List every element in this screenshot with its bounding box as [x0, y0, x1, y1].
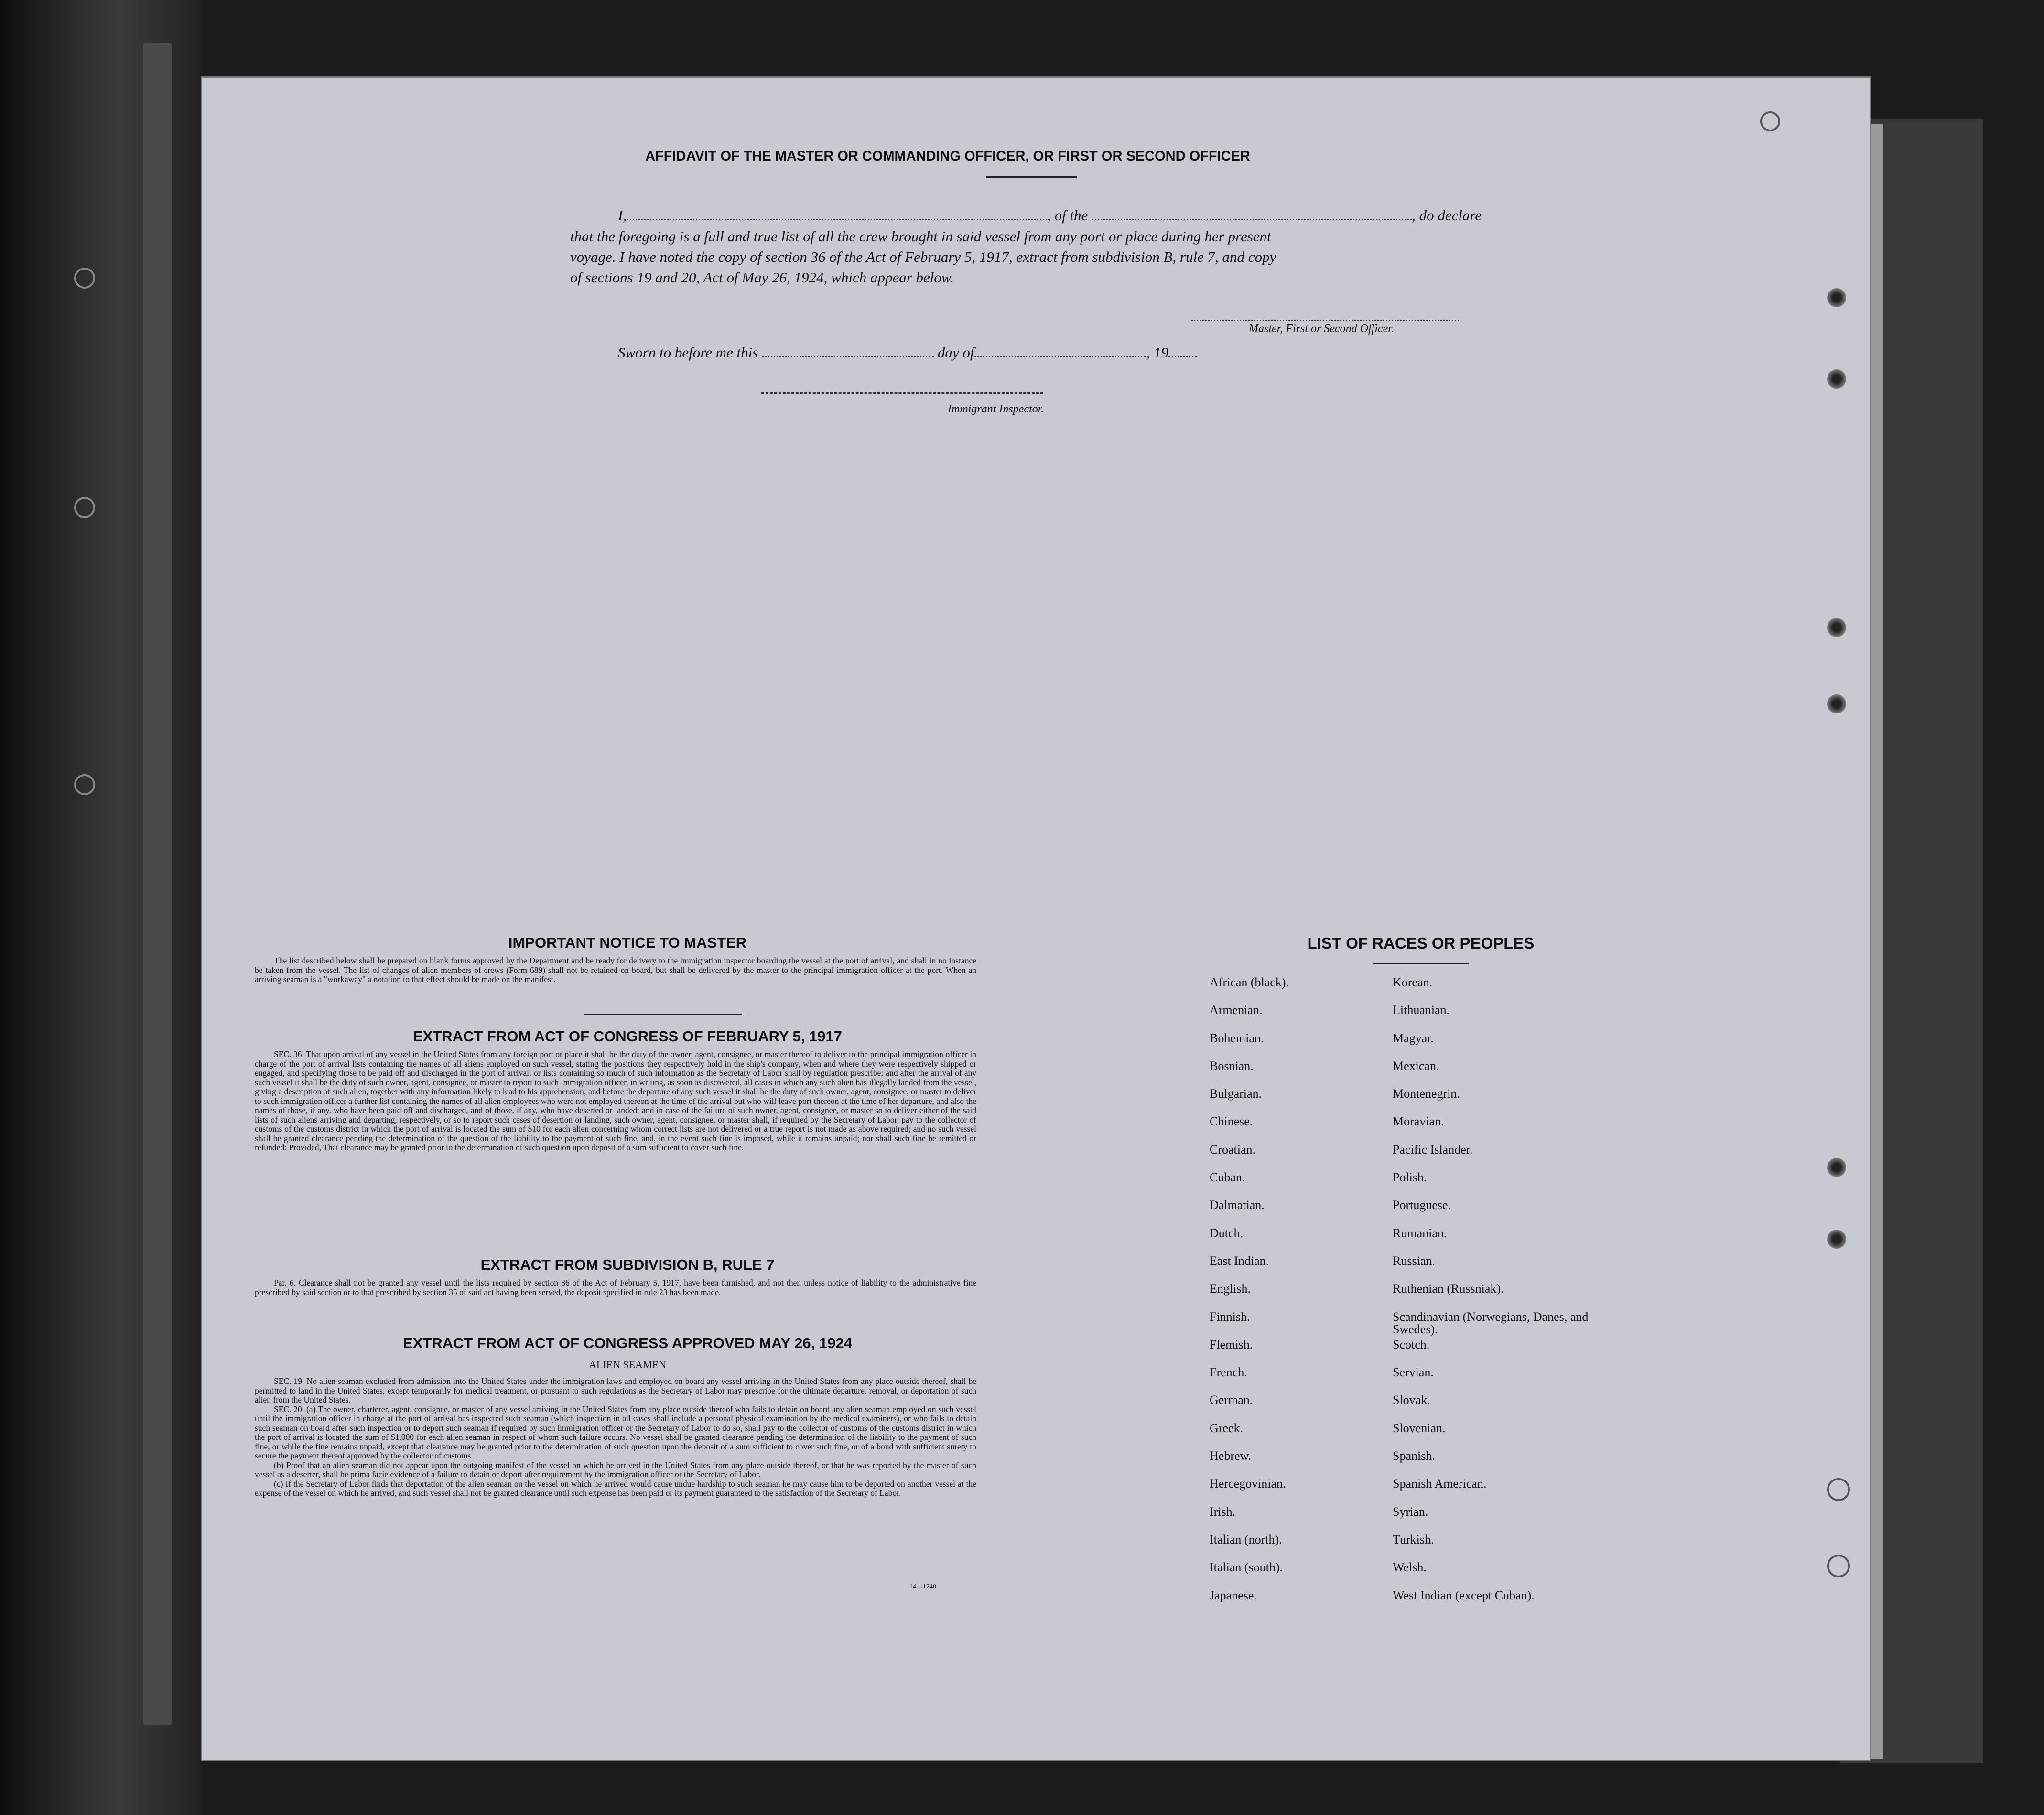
race-list-item: Dutch. [1210, 1226, 1244, 1240]
race-list-item: Slovenian. [1393, 1421, 1446, 1435]
race-list-item: East Indian. [1210, 1253, 1269, 1268]
affidavit-line-4: of sections 19 and 20, Act of May 26, 1924, which appear below. [570, 269, 954, 286]
race-list-item: Montenegrin. [1393, 1087, 1460, 1101]
sworn-label: Sworn to before me this [618, 344, 758, 361]
punch-hole-icon [1827, 694, 1846, 713]
race-list-item: Russian. [1393, 1253, 1435, 1268]
extract-1924-title: EXTRACT FROM ACT OF CONGRESS APPROVED MAY 26, 1924 [403, 1335, 852, 1351]
extract-1924-text [255, 1377, 976, 1498]
races-list-column-1 [1210, 976, 1382, 1617]
race-list-item: Japanese. [1210, 1588, 1257, 1602]
race-list-item: Korean. [1393, 975, 1433, 989]
notice-text [255, 956, 976, 984]
race-list-item: Hebrew. [1210, 1449, 1252, 1463]
race-list-item: Syrian. [1393, 1504, 1428, 1519]
section-20c-paragraph: (c) If the Secretary of Labor finds that deportation of the alien seaman on the vessel on which he arrived would cause undue hardship to such seaman he may cause him to be deported on another vessel at the expense of the vessel on which he arrived, and such vessel shall not be granted clearance until such expense has been paid or its payment guaranteed to the satisfaction of the Secretary of Labor. [255, 1479, 976, 1498]
race-list-item: Bulgarian. [1210, 1087, 1262, 1101]
race-list-item: Cuban. [1210, 1170, 1245, 1185]
extract-1917-title: EXTRACT FROM ACT OF CONGRESS OF FEBRUARY 5, 1917 [413, 1028, 842, 1045]
race-list-item: Croatian. [1210, 1142, 1256, 1156]
rule-7-text [255, 1278, 976, 1297]
section-20a-paragraph: SEC. 20. (a) The owner, charterer, agent, consignee, or master of any vessel arriving in the United States from any place outside thereof who fails to detain on board any alien seaman employed on such vessel until the immigration officer in charge at the port of arrival has inspected such seaman (which inspection in all cases shall include a personal physical examination by the medical examiners), or who fails to detain such seaman on board after such inspection or to deport such seaman if required by such immigration officer or the Secretary of Labor to do so, shall pay to the collector of customs of the customs district in which the port of arrival is located the sum of $1,000 for each alien seaman in respect of whom such failure occurs. No vessel shall be granted clearance pending the determination of the liability to the payment of such fine, or while the fine remains unpaid, except that clearance may be granted prior to the determination of such question upon the deposit of a sum sufficient to cover such fine, or of a bond with sufficient surety to secure the payment thereof approved by the collector of customs. [255, 1404, 976, 1460]
race-list-item: German. [1210, 1393, 1253, 1407]
month-blank [974, 356, 1146, 357]
race-list-item: Polish. [1393, 1170, 1427, 1185]
race-list-item: Slovak. [1393, 1393, 1430, 1407]
master-signature-line [1191, 320, 1459, 321]
affidavit-line-3: voyage. I have noted the copy of section 36 of the Act of February 5, 1917, extract from subdivision B, rule 7, and copy [570, 248, 1276, 265]
day-blank [762, 356, 934, 357]
punch-hole-icon [1827, 1230, 1846, 1249]
punch-hole-icon [1827, 369, 1846, 389]
inspector-signature-line [761, 392, 1043, 394]
races-list-column-2 [1393, 976, 1593, 1617]
of-the-label: , of the [1047, 207, 1088, 224]
year-blank [1168, 356, 1197, 357]
race-list-item: Moravian. [1393, 1114, 1444, 1129]
sworn-line [618, 343, 1197, 362]
master-signature-label: Master, First or Second Officer. [1249, 323, 1394, 335]
race-list-item: Finnish. [1210, 1309, 1250, 1324]
race-list-item: Mexican. [1393, 1059, 1439, 1073]
race-list-item: Armenian. [1210, 1003, 1263, 1017]
punch-hole-icon [1827, 288, 1846, 307]
race-list-item: Magyar. [1393, 1031, 1434, 1045]
races-divider [1373, 963, 1469, 964]
par-6-paragraph: Par. 6. Clearance shall not be granted any vessel until the lists required by section 36 of the Act of February 5, 1917, have been furnished, and not then unless notice of liability to the administrative fine prescribed by said section or to that prescribed by section 35 of said act having been served, the deposit specified in rule 23 has been made. [255, 1278, 976, 1297]
race-list-item: Irish. [1210, 1504, 1236, 1519]
race-list-item: Spanish American. [1393, 1477, 1487, 1491]
race-list-item: African (black). [1210, 975, 1289, 989]
section-19-paragraph: SEC. 19. No alien seaman excluded from admission into the United States under the immigration laws and employed on board any vessel arriving in the United States from any place outside thereof, shall be permitted to land in the United States, except temporarily for medical treatment, or pursuant to such regulations as the Secretary of Labor may prescribe for the ultimate departure, removal, or deportation of such alien from the United States. [255, 1376, 976, 1404]
inspector-label: Immigrant Inspector. [948, 403, 1044, 415]
race-list-item: West Indian (except Cuban). [1393, 1588, 1535, 1602]
race-list-item: Bosnian. [1210, 1059, 1254, 1073]
punch-hole-icon [1827, 618, 1846, 637]
affidavit-title: AFFIDAVIT OF THE MASTER OR COMMANDING OFFICER, OR FIRST OR SECOND OFFICER [645, 149, 1250, 164]
race-list-item: Scandinavian (Norwegians, Danes, and Swedes). [1393, 1309, 1589, 1336]
day-of-label: day of [937, 344, 974, 361]
race-list-item: Turkish. [1393, 1532, 1434, 1546]
affidavit-line-2: that the foregoing is a full and true list of all the crew brought in said vessel from any port or place during her present [570, 228, 1271, 245]
year-label: , 19 [1146, 344, 1168, 361]
race-list-item: Ruthenian (Russniak). [1393, 1282, 1504, 1296]
race-list-item: Spanish. [1393, 1449, 1435, 1463]
race-list-item: Rumanian. [1393, 1226, 1447, 1240]
binder-ring-icon [74, 268, 95, 289]
race-list-item: English. [1210, 1282, 1251, 1296]
races-title: LIST OF RACES OR PEOPLES [1307, 934, 1535, 952]
race-list-item: Scotch. [1393, 1337, 1430, 1351]
race-list-item: Greek. [1210, 1421, 1244, 1435]
rule-7-title: EXTRACT FROM SUBDIVISION B, RULE 7 [480, 1256, 775, 1273]
binder-edge [143, 43, 172, 1725]
vessel-blank [1092, 219, 1412, 220]
form-number: 14—1240 [909, 1583, 936, 1590]
name-blank [627, 219, 1047, 220]
race-list-item: Bohemian. [1210, 1031, 1264, 1045]
binder-ring-icon [74, 774, 95, 795]
do-declare-label: , do declare [1412, 207, 1482, 224]
punch-hole-icon [1760, 111, 1780, 131]
race-list-item: Lithuanian. [1393, 1003, 1450, 1017]
section-20b-paragraph: (b) Proof that an alien seaman did not appear upon the outgoing manifest of the vessel on which he arrived in the United States from any place outside thereof, or that he was reported by the master of such vessel as a deserter, shall be prima facie evidence of a failure to detain or deport after requirement by the immigration officer or the Secretary of Labor. [255, 1460, 976, 1479]
race-list-item: Flemish. [1210, 1337, 1253, 1351]
binder-ring-icon [74, 497, 95, 518]
race-list-item: Welsh. [1393, 1560, 1427, 1575]
alien-seamen-subtitle: ALIEN SEAMEN [589, 1359, 666, 1371]
race-list-item: Servian. [1393, 1365, 1434, 1380]
race-list-item: Dalmatian. [1210, 1198, 1265, 1212]
race-list-item: Hercegovinian. [1210, 1477, 1286, 1491]
punch-hole-icon [1827, 1555, 1850, 1577]
race-list-item: Portuguese. [1393, 1198, 1451, 1212]
notice-title: IMPORTANT NOTICE TO MASTER [508, 934, 747, 951]
race-list-item: Pacific Islander. [1393, 1142, 1473, 1156]
i-label: I, [618, 207, 627, 224]
section-36-paragraph: SEC. 36. That upon arrival of any vessel in the United States from any foreign port or place it shall be the duty of the owner, agent, consignee, or master thereof to deliver to the principal immigration officer in charge of the port of arrival lists containing the names of all aliens employed on such vessel, stating the positions they respectively hold in the ship's company, when and where they were respectively shipped or engaged, and specifying those to be paid off and discharged in the port of arrival; or lists containing so much of such information as the Secretary of Labor shall by regulation prescribe; and after the arrival of any such vessel it shall be the duty of such owner, agent, consignee, or master to report to such immigration officer, in writing, as soon as discovered, all cases in which any such alien has illegally landed from the vessel, giving a description of such alien, together with any information likely to lead to his apprehension; and before the departure of any such vessel it shall be the duty of such owner, agent, consignee, or master to deliver to such immigration officer a further list containing the names of all alien employees who were not employed thereon at the time of the arrival but who will leave port thereon at the time of her departure, and also the names of those, if any, who have been paid off and discharged, and of those, if any, who have deserted or landed; and in case of the failure of such owner, agent, consignee, or master so to deliver either of the said lists of such aliens arriving and departing, respectively, or so to report such cases of desertion or landing, such owner, agent, consignee, or master shall, if required by the Secretary of Labor, pay to the collector of customs of the customs district in which the port of arrival is located the sum of $10 for each alien concerning whom correct lists are not delivered or a true report is not made as above required; and no such vessel shall be granted clearance pending the determination of the question of the liability to the payment of such fine, and, in the event such fine is imposed, while it remains unpaid; nor shall such fine be remitted or refunded: Provided, That clearance may be granted prior to the determination of such question upon deposit of a sum sufficient to cover such fine. [255, 1049, 976, 1152]
punch-hole-icon [1827, 1158, 1846, 1177]
race-list-item: Chinese. [1210, 1114, 1253, 1129]
document-page [201, 76, 1871, 1761]
race-list-item: Italian (north). [1210, 1532, 1282, 1546]
race-list-item: French. [1210, 1365, 1247, 1380]
race-list-item: Italian (south). [1210, 1560, 1283, 1575]
title-divider [986, 176, 1077, 178]
section-divider [584, 1014, 742, 1015]
affidavit-line-1 [618, 206, 1482, 225]
notice-paragraph: The list described below shall be prepared on blank forms approved by the Department and be ready for delivery to the immigration inspector boarding the vessel at the port of arrival, and shall in no instance be taken from the vessel. The list of changes of alien members of crews (Form 689) shall not be retained on board, but shall be delivered by the master to the principal immigration officer at the port. When an arriving seaman is a "workaway" a notation to that effect should be made on the manifest. [255, 956, 976, 984]
extract-1917-text [255, 1050, 976, 1153]
punch-hole-icon [1827, 1478, 1850, 1501]
